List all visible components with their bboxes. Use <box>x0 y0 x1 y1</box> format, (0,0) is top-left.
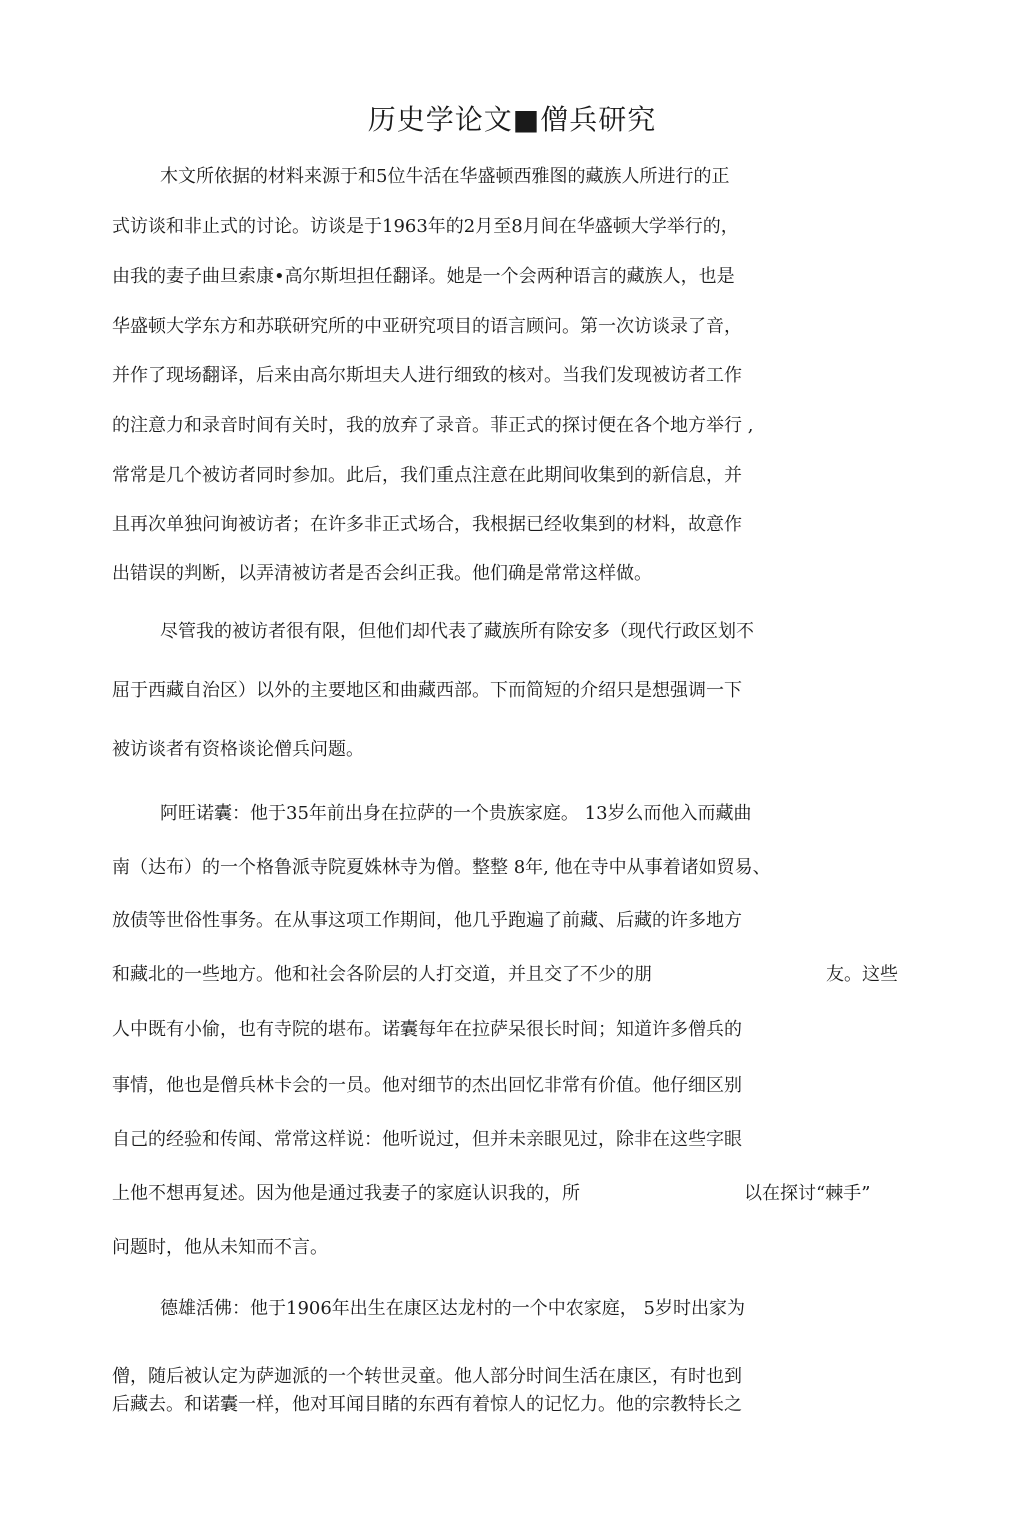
paragraph-line: 尽管我的被访者很有限，但他们却代表了藏族所有除安多（现代行政区划不 <box>160 621 754 642</box>
paragraph-line: 的注意力和录音时间有关时，我的放弃了录音。菲正式的探讨便在各个地方举行 , <box>112 415 754 436</box>
paragraph-line: 南（达布）的一个格鲁派寺院夏姝林寺为僧。整整 8年, 他在寺中从事着诸如贸易、 <box>112 857 771 878</box>
paragraph-line-fragment: 以在探讨“棘手” <box>744 1183 871 1204</box>
paragraph-line: 僧，随后被认定为萨迦派的一个转世灵童。他人部分时间生活在康区，有时也到 <box>112 1366 742 1387</box>
paragraph-line: 放债等世俗性事务。在从事这项工作期间，他几乎跑遍了前藏、后藏的许多地方 <box>112 910 742 931</box>
paragraph-line: 式访谈和非止式的讨论。访谈是于1963年的2月至8月间在华盛顿大学举行的， <box>112 216 739 237</box>
paragraph-line: 并作了现场翻译，后来由高尔斯坦夫人进行细致的核对。当我们发现被访者工作 <box>112 365 742 386</box>
paragraph-line: 木文所依据的材料来源于和5位牛活在华盛顿西雅图的藏族人所进行的正 <box>160 166 730 187</box>
paragraph-line: 事情，他也是僧兵林卡会的一员。他对细节的杰出回忆非常有价值。他仔细区别 <box>112 1075 742 1096</box>
paragraph-line: 出错误的判断，以弄清被访者是否会纠正我。他们确是常常这样做。 <box>112 563 652 584</box>
paragraph-line: 自己的经验和传闻、常常这样说：他听说过，但并未亲眼见过，除非在这些字眼 <box>112 1129 742 1150</box>
paragraph-line: 华盛顿大学东方和苏联研究所的中亚研究项目的语言顾问。第一次访谈录了音， <box>112 316 742 337</box>
paragraph-line: 德雄活佛：他于1906年出生在康区达龙村的一个中农家庭， 5岁时出家为 <box>160 1298 745 1319</box>
paragraph-line: 常常是几个被访者同时参加。此后，我们重点注意在此期间收集到的新信息，并 <box>112 465 742 486</box>
paragraph-line: 后藏去。和诺囊一样，他对耳闻目睹的东西有着惊人的记忆力。他的宗教特长之 <box>112 1394 742 1415</box>
paragraph-line-fragment: 友。这些 <box>826 964 898 985</box>
paragraph-line: 屈于西藏自治区）以外的主要地区和曲藏西部。下而简短的介绍只是想强调一下 <box>112 680 742 701</box>
paragraph-line: 上他不想再复述。因为他是通过我妻子的家庭认识我的，所 <box>112 1183 580 1204</box>
paragraph-line: 且再次单独问询被访者；在许多非正式场合，我根据已经收集到的材料，故意作 <box>112 514 742 535</box>
paragraph-line: 被访谈者有资格谈论僧兵问题。 <box>112 739 364 760</box>
page-title: 历史学论文■僧兵研究 <box>367 103 657 136</box>
paragraph-line: 问题时，他从未知而不言。 <box>112 1237 328 1258</box>
paragraph-line: 和藏北的一些地方。他和社会各阶层的人打交道，并且交了不少的朋 <box>112 964 652 985</box>
paragraph-line: 由我的妻子曲旦索康•高尔斯坦担任翻译。她是一个会两种语言的藏族人，也是 <box>112 266 735 287</box>
paragraph-line: 阿旺诺囊：他于35年前出身在拉萨的一个贵族家庭。 13岁么而他入而藏曲 <box>160 803 752 824</box>
paragraph-line: 人中既有小偷，也有寺院的堪布。诺囊每年在拉萨呆很长时间；知道许多僧兵的 <box>112 1019 742 1040</box>
